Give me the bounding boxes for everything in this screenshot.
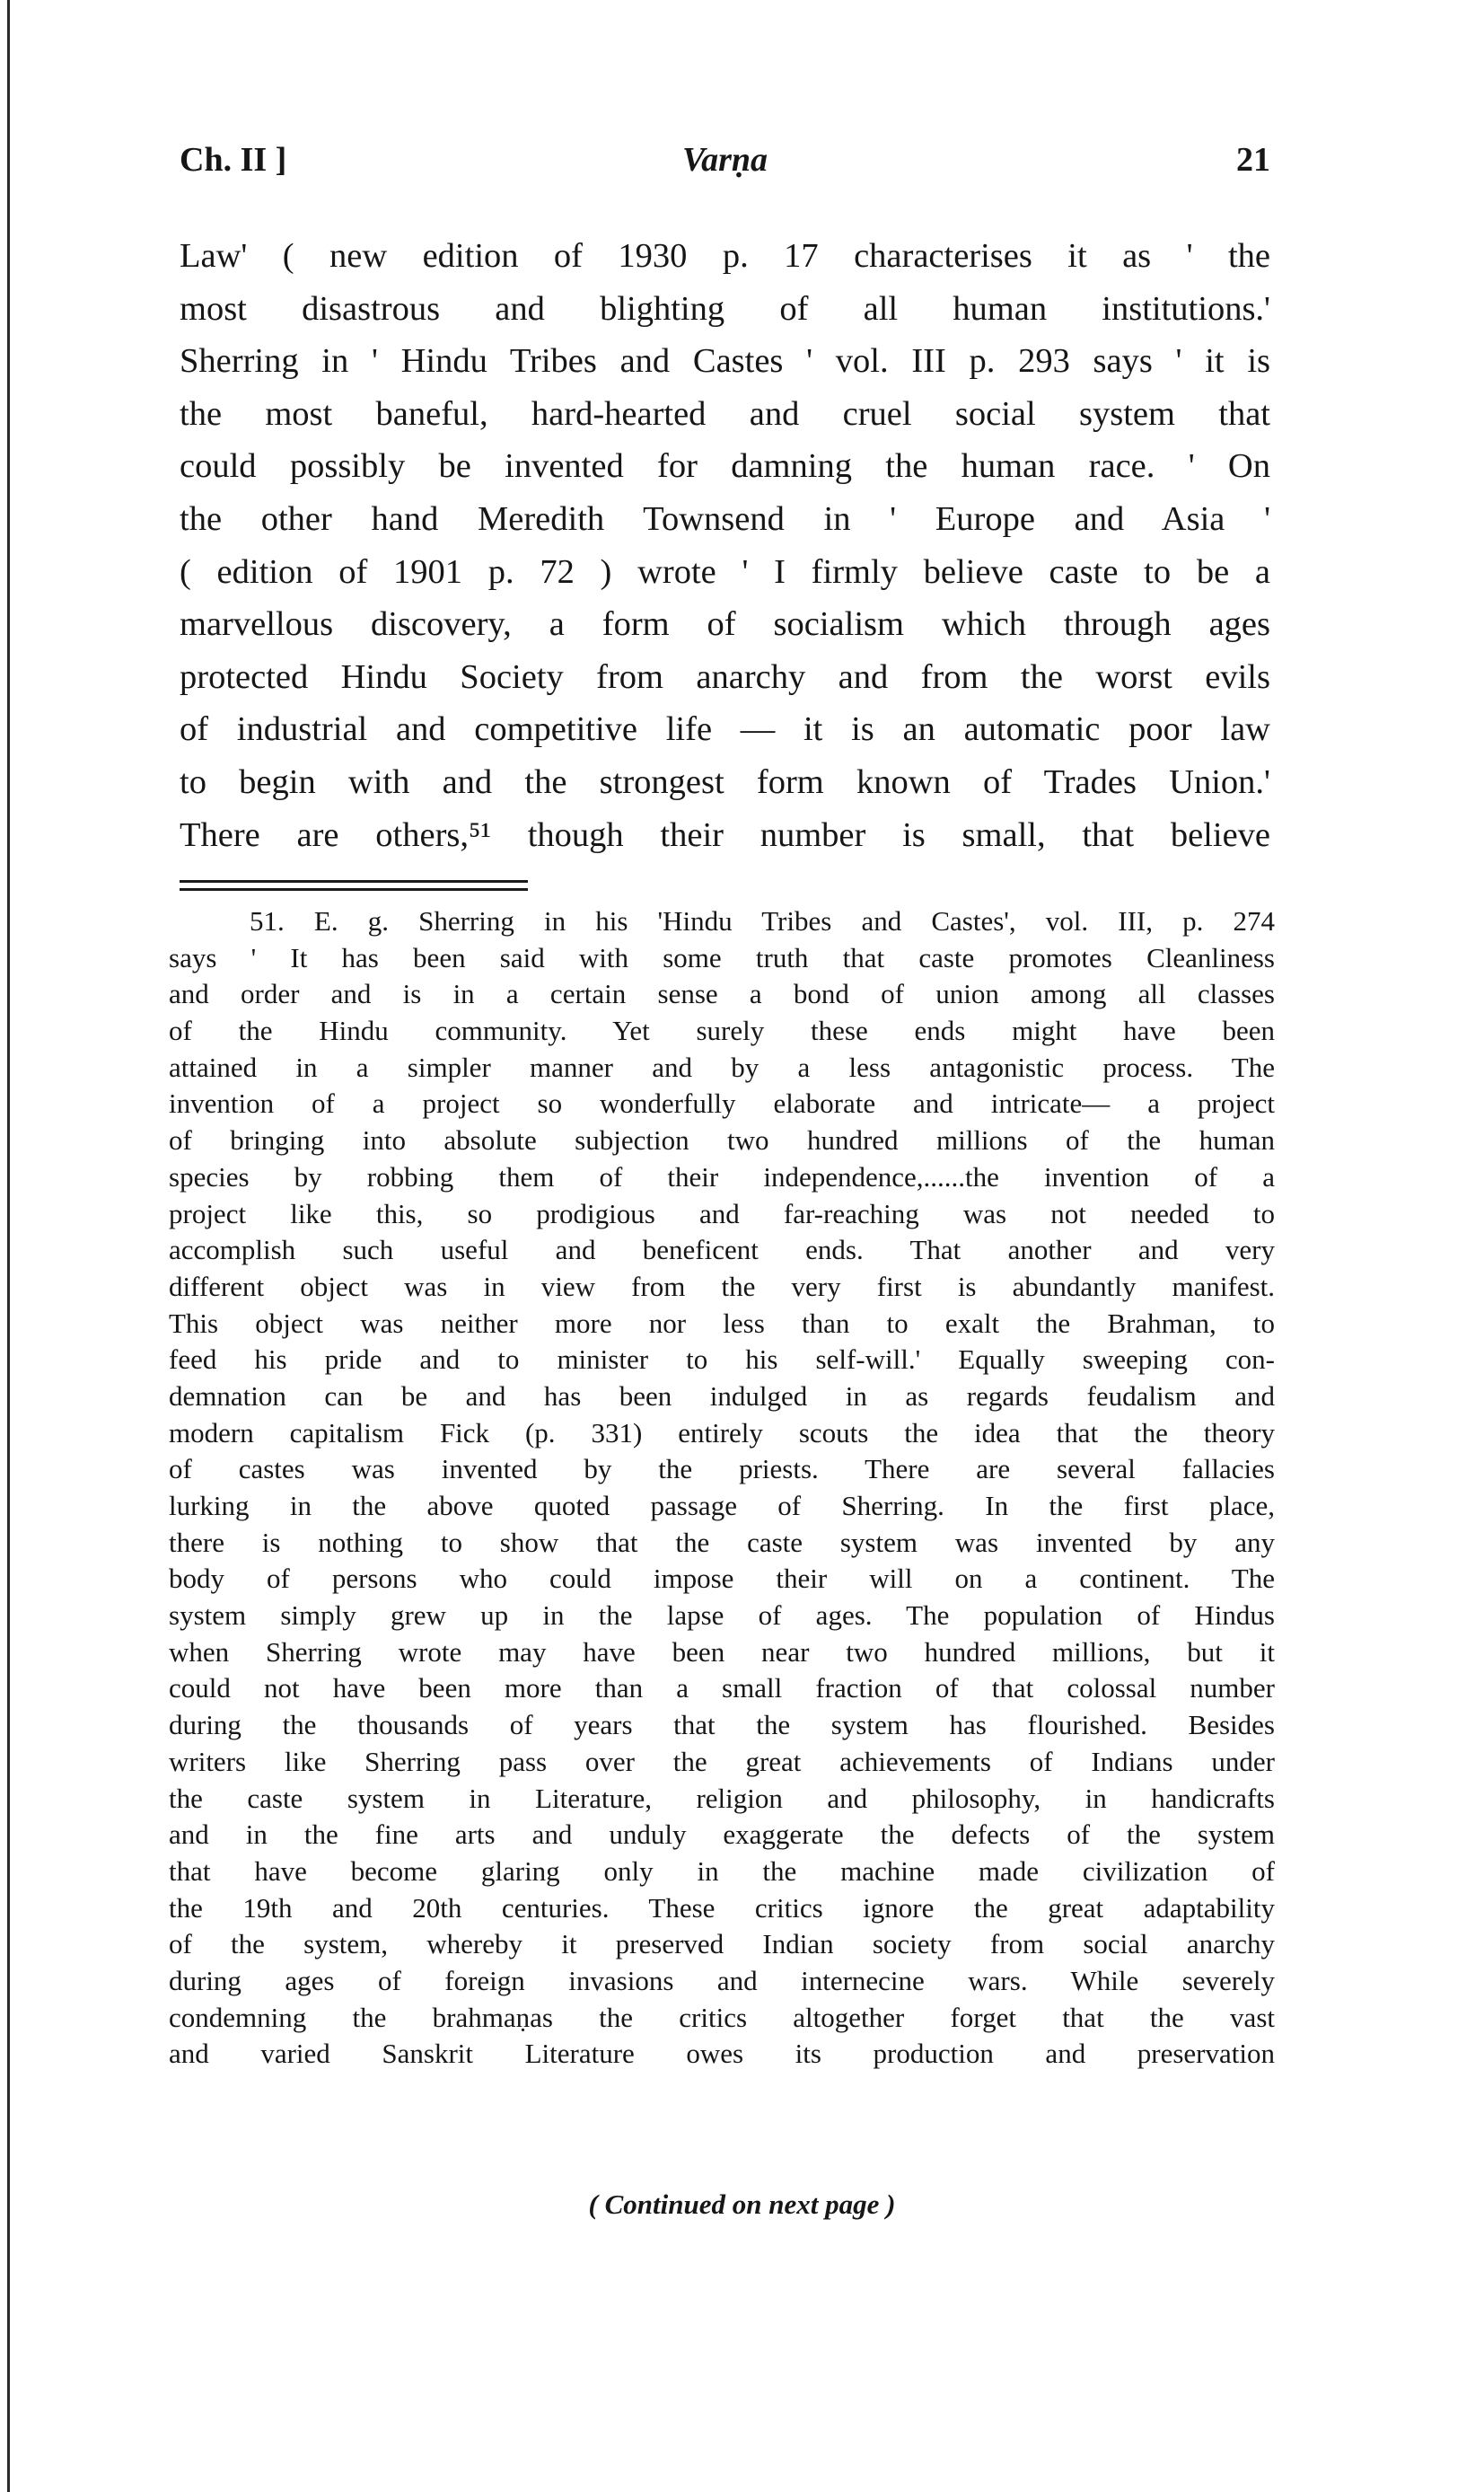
footnote-line: feed his pride and to minister to his self-will.' Equally sweeping con- bbox=[169, 1343, 1275, 1376]
footnote-block bbox=[169, 903, 1275, 2073]
footnote-line: 51. E. g. Sherring in his 'Hindu Tribes and Castes', vol. III, p. 274 bbox=[250, 905, 1275, 937]
footnote-line: accomplish such useful and beneficent ends. That another and very bbox=[169, 1234, 1275, 1266]
footnote-line: and varied Sanskrit Literature owes its production and preservation bbox=[169, 2038, 1275, 2070]
footnote-separator-rule bbox=[180, 888, 528, 891]
footnote-line: attained in a simpler manner and by a less antagonistic process. The bbox=[169, 1051, 1275, 1083]
footnote-line: of the Hindu community. Yet surely these ends might have been bbox=[169, 1015, 1275, 1047]
footnote-line: during ages of foreign invasions and internecine wars. While severely bbox=[169, 1964, 1275, 1996]
footnote-line: and order and is in a certain sense a bond of union among all classes bbox=[169, 978, 1275, 1010]
footnote-line: invention of a project so wonderfully elaborate and intricate— a project bbox=[169, 1087, 1275, 1120]
footnote-line: the 19th and 20th centuries. These critics ignore the great adaptability bbox=[169, 1891, 1275, 1924]
main-text-line: to begin with and the strongest form known of Trades Union.' bbox=[180, 762, 1270, 801]
footnote-line: the caste system in Literature, religion and philosophy, in handicrafts bbox=[169, 1782, 1275, 1814]
footnote-line: demnation can be and has been indulged in as regards feudalism and bbox=[169, 1379, 1275, 1412]
footnote-line: modern capitalism Fick (p. 331) entirely scouts the idea that the theory bbox=[169, 1416, 1275, 1449]
footnote-line: of bringing into absolute subjection two hundred millions of the human bbox=[169, 1124, 1275, 1157]
main-text-block bbox=[180, 230, 1270, 861]
main-text-line: the most baneful, hard-hearted and cruel social system that bbox=[180, 394, 1270, 433]
footnote-line: that have become glaring only in the machine made civilization of bbox=[169, 1854, 1275, 1887]
footnote-line: system simply grew up in the lapse of ages. The population of Hindus bbox=[169, 1599, 1275, 1632]
main-text-line: protected Hindu Society from anarchy and from the worst evils bbox=[180, 657, 1270, 696]
main-text-line: ( edition of 1901 p. 72 ) wrote ' I firmly believe caste to be a bbox=[180, 552, 1270, 591]
footnote-line: lurking in the above quoted passage of Sherring. In the first place, bbox=[169, 1490, 1275, 1521]
main-text-line: Sherring in ' Hindu Tribes and Castes ' vol. III p. 293 says ' it is bbox=[180, 342, 1270, 381]
footnote-line: writers like Sherring pass over the great achievements of Indians under bbox=[169, 1745, 1275, 1777]
footnote-line: there is nothing to show that the caste system was invented by any bbox=[169, 1526, 1275, 1558]
chapter-label: Ch. II ] bbox=[180, 141, 287, 179]
footnote-line: of castes was invented by the priests. There are several fallacies bbox=[169, 1453, 1275, 1485]
page-number: 21 bbox=[1236, 141, 1270, 179]
footnote-line: and in the fine arts and unduly exaggerate the defects of the system bbox=[169, 1818, 1275, 1851]
footnote-line: species by robbing them of their independence,......the invention of a bbox=[169, 1160, 1275, 1193]
continued-note: ( Continued on next page ) bbox=[588, 2188, 896, 2220]
footnote-line: of the system, whereby it preserved Indian society from social anarchy bbox=[169, 1928, 1275, 1960]
main-text-line: Law' ( new edition of 1930 p. 17 characterises it as ' the bbox=[180, 237, 1270, 275]
main-text-line: marvellous discovery, a form of socialism which through ages bbox=[180, 605, 1270, 644]
footnote-separator-rule bbox=[180, 880, 528, 883]
running-title: Varṇa bbox=[682, 141, 768, 179]
footnote-line: condemning the brahmaṇas the critics altogether forget that the vast bbox=[169, 2001, 1275, 2033]
footnote-line: different object was in view from the very first is abundantly manifest. bbox=[169, 1270, 1275, 1302]
footnote-line: during the thousands of years that the system has flourished. Besides bbox=[169, 1709, 1275, 1741]
footnote-line: could not have been more than a small fraction of that colossal number bbox=[169, 1672, 1275, 1704]
footnote-line: project like this, so prodigious and far-reaching was not needed to bbox=[169, 1197, 1275, 1229]
main-text-line: There are others,⁵¹ though their number is small, that believe bbox=[180, 815, 1270, 854]
footnote-line: body of persons who could impose their will on a continent. The bbox=[169, 1563, 1275, 1595]
main-text-line: could possibly be invented for damning the human race. ' On bbox=[180, 447, 1270, 486]
running-header bbox=[180, 140, 1270, 194]
footnote-line: says ' It has been said with some truth that caste promotes Cleanliness bbox=[169, 941, 1275, 973]
main-text-line: most disastrous and blighting of all human institutions.' bbox=[180, 289, 1270, 328]
footnote-line: when Sherring wrote may have been near two hundred millions, but it bbox=[169, 1635, 1275, 1668]
main-text-line: of industrial and competitive life — it is an automatic poor law bbox=[180, 710, 1270, 749]
page-edge-line bbox=[7, 0, 10, 2492]
main-text-line: the other hand Meredith Townsend in ' Europe and Asia ' bbox=[180, 499, 1270, 538]
footnote-line: This object was neither more nor less than to exalt the Brahman, to bbox=[169, 1307, 1275, 1339]
